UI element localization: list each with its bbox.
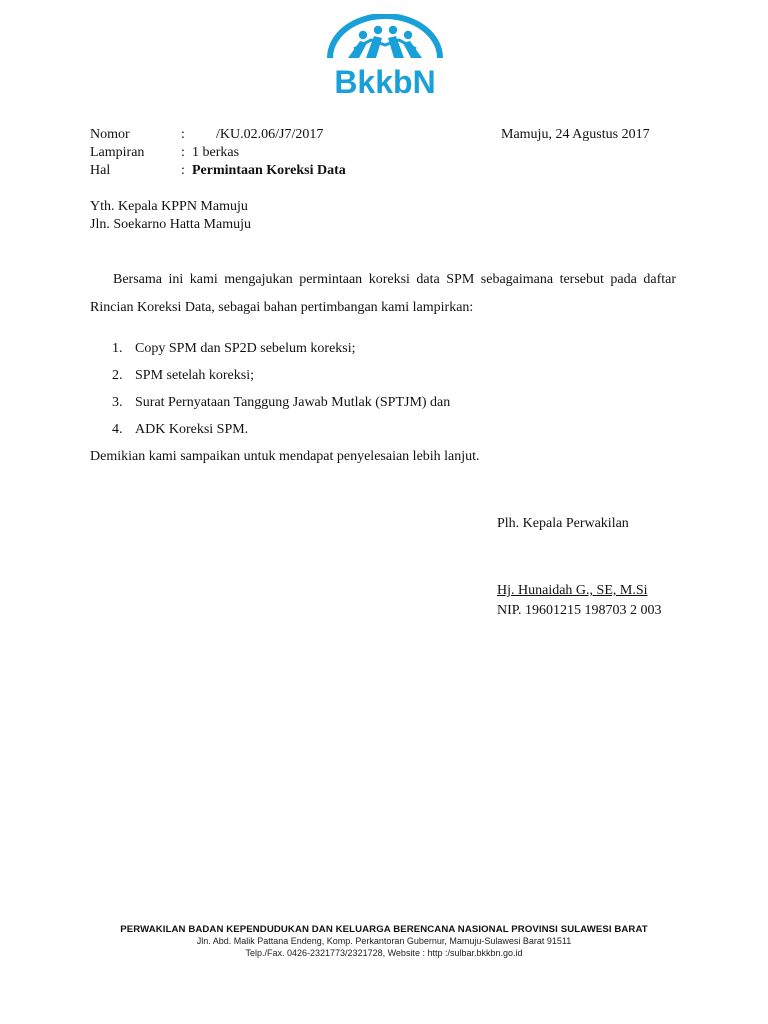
list-item: SPM setelah koreksi; xyxy=(135,368,254,383)
nomor-separator: : xyxy=(181,127,185,142)
closing-sentence: Demikian kami sampaikan untuk mendapat penyelesaian lebih lanjut. xyxy=(90,449,480,464)
body-paragraph: Bersama ini kami mengajukan permintaan koreksi data SPM sebagaimana tersebut pada daftar Rincian Koreksi Data, sebagai bahan pertimbangan kami lampirkan: xyxy=(90,272,676,315)
nomor-label: Nomor xyxy=(90,127,130,142)
lampiran-label: Lampiran xyxy=(90,145,145,160)
list-item-number: 2. xyxy=(112,368,123,383)
recipient-line-2: Jln. Soekarno Hatta Mamuju xyxy=(90,217,251,232)
list-item: Surat Pernyataan Tanggung Jawab Mutlak (SPTJM) dan xyxy=(135,395,451,410)
logo-wordmark: BkkbN xyxy=(334,64,436,96)
footer-organization: PERWAKILAN BADAN KEPENDUDUKAN DAN KELUARGA BERENCANA NASIONAL PROVINSI SULAWESI BARAT xyxy=(120,924,648,935)
lampiran-value: 1 berkas xyxy=(192,145,240,160)
list-item-number: 4. xyxy=(112,422,123,437)
hal-value: Permintaan Koreksi Data xyxy=(192,163,346,178)
signature-nip: NIP. 19601215 198703 2 003 xyxy=(497,603,662,618)
signature-title: Plh. Kepala Perwakilan xyxy=(497,516,629,531)
lampiran-separator: : xyxy=(181,145,185,160)
signature-name: Hj. Hunaidah G., SE, M.Si xyxy=(497,583,648,598)
recipient-line-1: Yth. Kepala KPPN Mamuju xyxy=(90,199,248,214)
footer-contact: Telp./Fax. 0426-2321773/2321728, Website : http :/sulbar.bkkbn.go.id xyxy=(245,948,523,958)
list-item: ADK Koreksi SPM. xyxy=(135,422,249,437)
nomor-value: /KU.02.06/J7/2017 xyxy=(216,127,324,142)
bkkbn-logo-icon xyxy=(326,14,444,96)
bkkbn-logo xyxy=(326,14,444,96)
list-item-number: 1. xyxy=(112,341,123,356)
place-date: Mamuju, 24 Agustus 2017 xyxy=(501,127,650,142)
hal-separator: : xyxy=(181,163,185,178)
hal-label: Hal xyxy=(90,163,111,178)
list-item-number: 3. xyxy=(112,395,123,410)
footer-address: Jln. Abd. Malik Pattana Endeng, Komp. Perkantoran Gubernur, Mamuju-Sulawesi Barat 91511 xyxy=(196,936,572,946)
list-item: Copy SPM dan SP2D sebelum koreksi; xyxy=(135,341,356,356)
